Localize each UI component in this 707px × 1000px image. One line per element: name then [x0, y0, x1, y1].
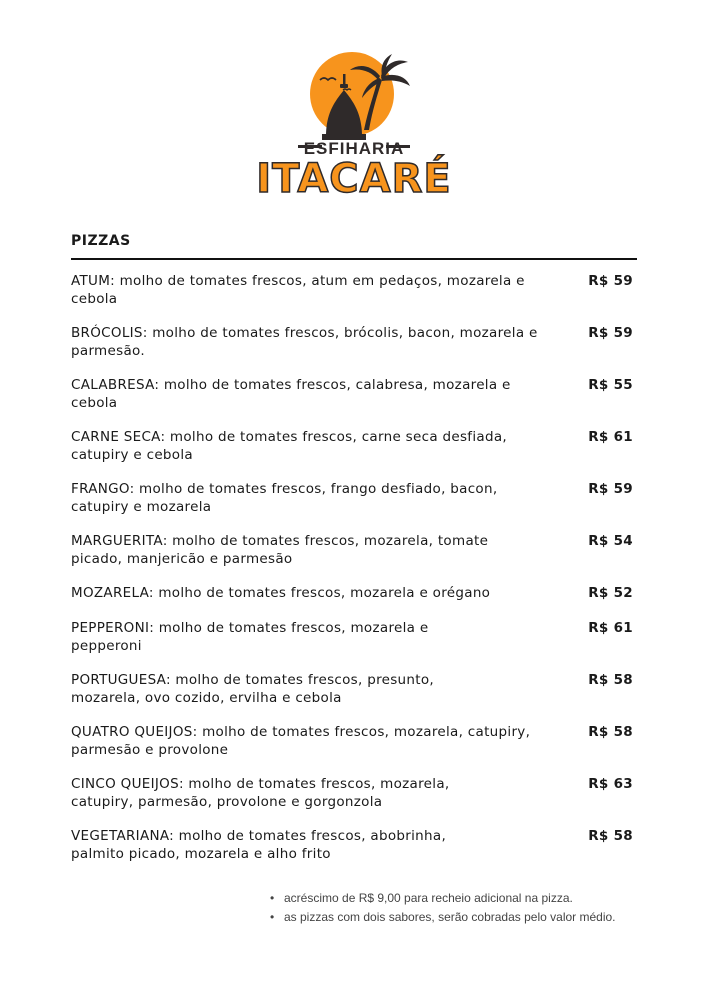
footnote-text: as pizzas com dois sabores, serão cobradas pelo valor médio. — [284, 910, 616, 924]
menu-item-portuguesa — [71, 671, 637, 723]
menu-item-marguerita — [71, 532, 637, 584]
bird-icon — [343, 89, 351, 90]
menu-item-vegetariana — [71, 827, 637, 879]
section-divider — [71, 258, 637, 260]
item-price: R$ 61 — [588, 429, 633, 445]
item-description: VEGETARIANA: molho de tomates frescos, abobrinha, palmito picado, mozarela e alho frito — [71, 828, 447, 862]
bullet-icon: • — [270, 891, 275, 905]
item-description: CINCO QUEIJOS: molho de tomates frescos, mozarela, catupiry, parmesão, provolone e gorgonzola — [71, 776, 450, 810]
menu-item-carne-seca — [71, 428, 637, 480]
footnote — [268, 889, 616, 908]
brand-logo — [246, 50, 462, 198]
item-description: CALABRESA: molho de tomates frescos, calabresa, mozarela e cebola — [71, 377, 511, 411]
item-description: PORTUGUESA: molho de tomates frescos, presunto, mozarela, ovo cozido, ervilha e cebola — [71, 672, 435, 706]
item-price: R$ 58 — [588, 724, 633, 740]
item-price: R$ 58 — [588, 672, 633, 688]
item-price: R$ 55 — [588, 377, 633, 393]
item-price: R$ 61 — [588, 620, 633, 636]
item-description: FRANGO: molho de tomates frescos, frango desfiado, bacon, catupiry e mozarela — [71, 481, 498, 515]
item-price: R$ 58 — [588, 828, 633, 844]
item-description: MARGUERITA: molho de tomates frescos, mozarela, tomate picado, manjericão e parmesão — [71, 533, 489, 567]
pizza-menu-list — [71, 272, 637, 879]
item-description: ATUM: molho de tomates frescos, atum em pedaços, mozarela e cebola — [71, 273, 525, 307]
footnote-text: acréscimo de R$ 9,00 para recheio adicional na pizza. — [284, 891, 573, 905]
menu-item-calabresa — [71, 376, 637, 428]
menu-item-brocolis — [71, 324, 637, 376]
item-description: QUATRO QUEIJOS: molho de tomates frescos, mozarela, catupiry, parmesão e provolone — [71, 724, 531, 758]
menu-item-cinco-queijos — [71, 775, 637, 827]
item-description: BRÓCOLIS: molho de tomates frescos, brócolis, bacon, mozarela e parmesão. — [71, 325, 538, 359]
brand-line2: ITACARÉ — [256, 156, 452, 198]
item-price: R$ 63 — [588, 776, 633, 792]
menu-item-frango — [71, 480, 637, 532]
item-price: R$ 54 — [588, 533, 633, 549]
sun-dome-palm-logo — [246, 50, 462, 198]
brand-line1: ESFIHARIA — [303, 139, 405, 158]
item-price: R$ 59 — [588, 273, 633, 289]
section-title: PIZZAS — [71, 233, 131, 249]
item-price: R$ 59 — [588, 325, 633, 341]
menu-item-quatro-queijos — [71, 723, 637, 775]
menu-item-atum — [71, 272, 637, 324]
menu-item-pepperoni — [71, 619, 637, 671]
item-price: R$ 59 — [588, 481, 633, 497]
footnotes — [268, 889, 616, 927]
menu-item-mozarela — [71, 584, 637, 619]
item-description: MOZARELA: molho de tomates frescos, mozarela e orégano — [71, 585, 491, 601]
item-description: CARNE SECA: molho de tomates frescos, carne seca desfiada, catupiry e cebola — [71, 429, 508, 463]
item-description: PEPPERONI: molho de tomates frescos, mozarela e pepperoni — [71, 620, 429, 654]
bullet-icon: • — [270, 910, 275, 924]
item-price: R$ 52 — [588, 585, 633, 601]
footnote — [268, 908, 616, 927]
